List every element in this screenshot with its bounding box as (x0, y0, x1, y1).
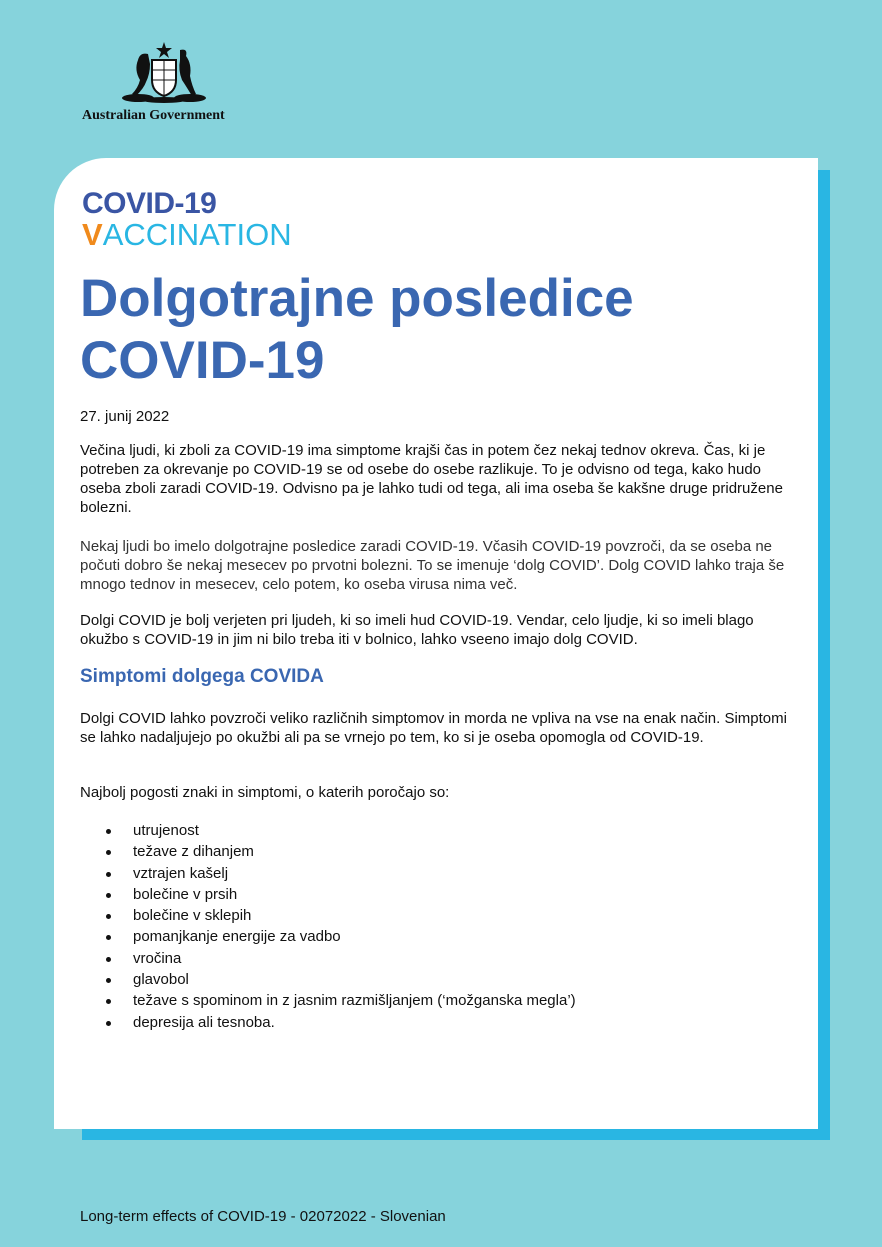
symptoms-intro-paragraph: Dolgi COVID lahko povzroči veliko različnih simptomov in morda ne vpliva na vse na enak način. Simptomi se lahko nadaljujejo po okužbi ali pa se vrnejo po tem, ko si je oseba opomogla od COVID-19. (80, 710, 787, 746)
list-item: bolečine v sklepih (80, 905, 576, 926)
list-item: vročina (80, 948, 576, 969)
logo-vaccination-text (82, 218, 292, 252)
government-name: Australian Government (82, 108, 225, 123)
list-item: težave s spominom in z jasnim razmišljanjem (‘možganska megla’) (80, 990, 576, 1011)
logo-nation-text: NATION (176, 217, 292, 252)
list-item: bolečine v prsih (80, 884, 576, 905)
section-heading: Simptomi dolgega COVIDA (80, 666, 324, 687)
list-item: utrujenost (80, 820, 576, 841)
logo-covid-text: COVID-19 (82, 187, 217, 220)
list-item: vztrajen kašelj (80, 863, 576, 884)
logo-acci-text: ACCI (102, 217, 177, 252)
intro-paragraph-2: Nekaj ljudi bo imelo dolgotrajne posledice zaradi COVID-19. Včasih COVID-19 povzroči, da se oseba ne počuti dobro še nekaj mesecev po prvotni bolezni. To se imenuje ‘dolg COVID’. Dolg COVID lahko traja še mnogo tednov in mesecev, celo potem, ko oseba virusa nima več. (80, 538, 785, 593)
list-item: pomanjkanje energije za vadbo (80, 926, 576, 947)
list-item: glavobol (80, 969, 576, 990)
footer-text: Long-term effects of COVID-19 - 02072022 - Slovenian (80, 1208, 446, 1225)
symptoms-lead-paragraph: Najbolj pogosti znaki in simptomi, o katerih poročajo so: (80, 784, 450, 801)
list-item: težave z dihanjem (80, 841, 576, 862)
coat-of-arms-icon (118, 40, 210, 104)
list-item: depresija ali tesnoba. (80, 1012, 576, 1033)
logo-v-letter: V (82, 217, 103, 252)
page-title: Dolgotrajne posledice COVID-19 (80, 269, 634, 390)
covid-vaccination-logo (82, 188, 322, 254)
intro-paragraph-3: Dolgi COVID je bolj verjeten pri ljudeh, ki so imeli hud COVID-19. Vendar, celo ljudje, ki so imeli blago okužbo s COVID-19 in jim ni bilo treba iti v bolnico, lahko vseeno imajo dolg COVID. (80, 612, 754, 648)
symptoms-list (80, 820, 576, 1033)
intro-paragraph-1: Večina ljudi, ki zboli za COVID-19 ima simptome krajši čas in potem čez nekaj tednov okreva. Čas, ki je potreben za okrevanje po COVID-19 se od osebe do osebe razlikuje. To je odvisno od tega, kako hudo oseba zboli zaradi COVID-19. Odvisno pa je lahko tudi od tega, ali ima oseba še kakšne druge pridružene bolezni. (80, 442, 783, 516)
document-date: 27. junij 2022 (80, 408, 170, 425)
